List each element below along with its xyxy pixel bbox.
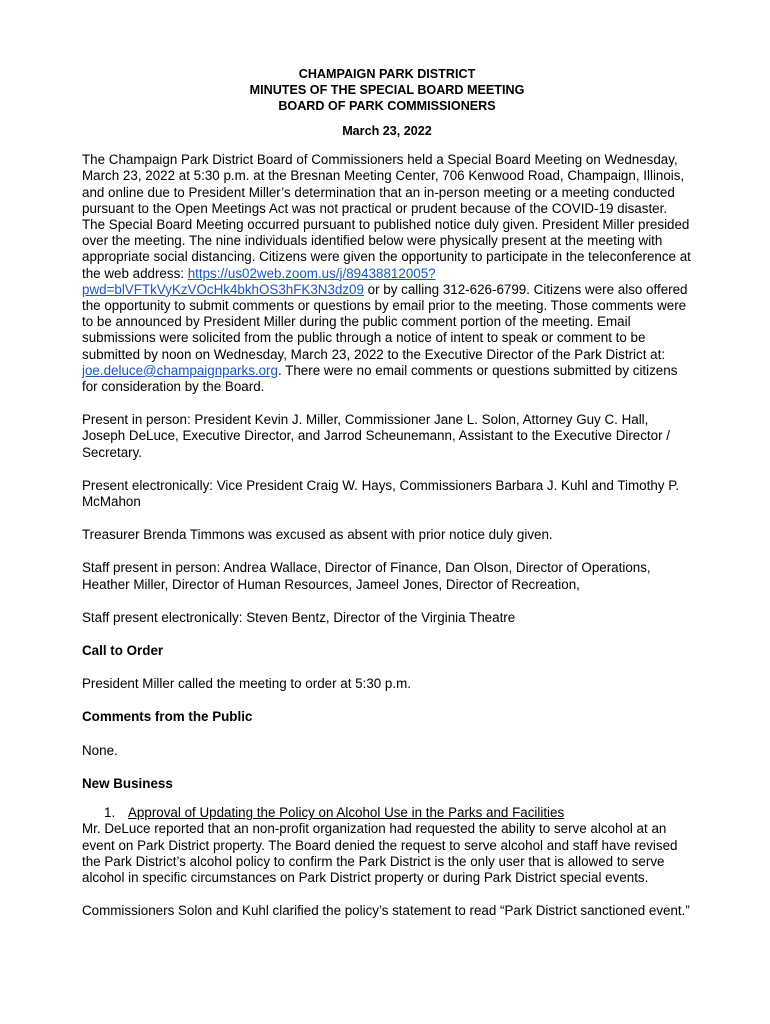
- email-link[interactable]: joe.deluce@champaignparks.org: [82, 362, 278, 378]
- zoom-link[interactable]: https://us02web.zoom.us/j/89438812005?pwd=blVFTkVyKzVOcHk4bkhOS3hFK3N3dz09: [82, 265, 436, 297]
- staff-electronically: Staff present electronically: Steven Bentz, Director of the Virginia Theatre: [82, 609, 516, 625]
- board-title: BOARD OF PARK COMMISSIONERS: [278, 99, 496, 113]
- public-comments-heading: Comments from the Public: [82, 709, 253, 725]
- agenda-item-1-text-2: Commissioners Solon and Kuhl clarified the policy’s statement to read “Park District sanctioned event.”: [82, 903, 690, 919]
- agenda-item-1-title: [82, 805, 692, 821]
- document-page: [82, 66, 692, 919]
- intro-text-1: The Champaign Park District Board of Commissioners held a Special Board Meeting on Wednesday, March 23, 2022 at 5:30 p.m. at the Bresnan Meeting Center, 706 Kenwood Road, Champaign, Illinois, and online due to President Miller’s determination that an in-person meeting or a meeting conducted pursuant to the Open Meetings Act was not practical or prudent because of the COVID-19 disaster. The Special Board Meeting occurred pursuant to published notice duly given. President Miller presided over the meeting. The nine individuals identified below were physically present at the meeting with appropriate social distancing. Citizens were given the opportunity to participate in the teleconference at the web address:: [82, 152, 691, 281]
- meeting-date: March 23, 2022: [342, 124, 432, 138]
- minutes-title: MINUTES OF THE SPECIAL BOARD MEETING: [249, 83, 525, 97]
- call-to-order-text: President Miller called the meeting to order at 5:30 p.m.: [82, 676, 411, 692]
- excused-note: Treasurer Brenda Timmons was excused as absent with prior notice duly given.: [82, 527, 553, 543]
- call-to-order-heading: Call to Order: [82, 643, 164, 659]
- present-in-person: Present in person: President Kevin J. Miller, Commissioner Jane L. Solon, Attorney Guy C. Hall, Joseph DeLuce, Executive Director, and Jarrod Scheunemann, Assistant to the Executive Director / Secretary.: [82, 412, 671, 460]
- document-header: [82, 66, 692, 114]
- staff-in-person: Staff present in person: Andrea Wallace, Director of Finance, Dan Olson, Director of Operations, Heather Miller, Director of Human Resources, Jameel Jones, Director of Recreation,: [82, 560, 651, 592]
- intro-text-2: or by calling 312-626-6799. Citizens were also offered the opportunity to submit comments or questions by email prior to the meeting. Those comments were to be announced by President Miller during the public comment portion of the meeting. Email submissions were solicited from the public through a notice of intent to speak or comment to be submitted by noon on Wednesday, March 23, 2022 to the Executive Director of the Park District at:: [82, 281, 688, 362]
- intro-paragraph: [82, 152, 692, 395]
- agenda-item-1-text: Mr. DeLuce reported that an non-profit organization had requested the ability to serve alcohol at an event on Park District property. The Board denied the request to serve alcohol and staff have revised the Park District’s alcohol policy to confirm the Park District is the only user that is allowed to serve alcohol in specific circumstances on Park District property or during Park District special events.: [82, 821, 678, 885]
- public-comments-text: None.: [82, 742, 118, 758]
- intro-text-3: . There were no email comments or questions submitted by citizens for consideration by the Board.: [82, 362, 678, 395]
- agenda-item-1-number: 1.: [104, 805, 116, 821]
- agenda-item-1-title-text: Approval of Updating the Policy on Alcohol Use in the Parks and Facilities: [128, 805, 565, 821]
- org-name: CHAMPAIGN PARK DISTRICT: [298, 67, 476, 81]
- new-business-heading: New Business: [82, 775, 173, 791]
- present-electronically: Present electronically: Vice President Craig W. Hays, Commissioners Barbara J. Kuhl and Timothy P. McMahon: [82, 477, 680, 510]
